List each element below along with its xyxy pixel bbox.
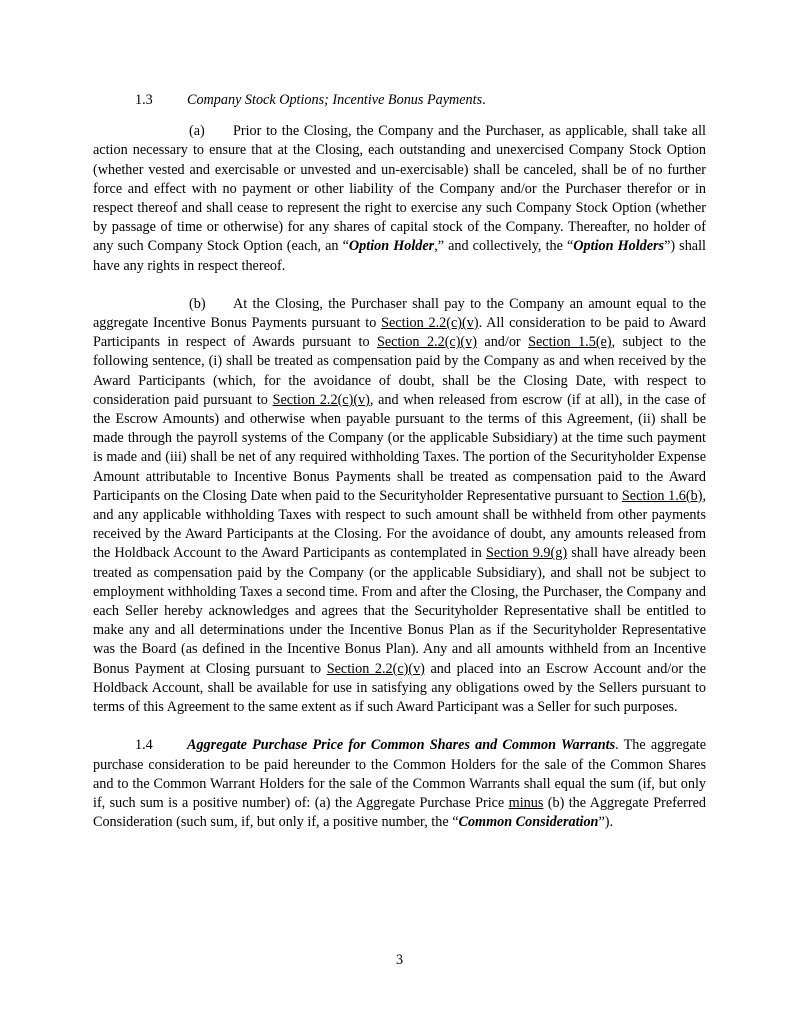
text-run: At the Closing, the Purchaser shall pay to the Company an amount equal to the aggregate Incentive Bonus Payments pursuant to xyxy=(93,295,706,332)
section-1-3-a-paragraph xyxy=(93,122,706,276)
text-run: , and when released from escrow (if at all), in the case of the Escrow Amounts) and otherwise when payable pursuant to the terms of this Agreement, (ii) shall be made through the payroll systems of the Company (or the applicable Subsidiary) at the time such payment is made and (iii) shall be net of any required withholding Taxes. The portion of the Securityholder Expense Amount attributable to Incentive Bonus Payments shall be treated as compensation paid to the Award Participants on the Closing Date when paid to the Securityholder Representative pursuant to xyxy=(93,391,706,504)
document-page xyxy=(93,91,706,832)
text-run: shall have already been treated as compensation paid by the Company (or the applicable Subsidiary), and shall not be subject to employment withholding Taxes a second time. From and after the Closing, the Purchaser, the Company and each Seller hereby acknowledges and agrees that the Securityholder Representative shall be entitled to make any and all determinations under the Incentive Bonus Plan as if the Securityholder Representative was the Board (as defined in the Incentive Bonus Plan). Any and all amounts withheld from an Incentive Bonus Payment at Closing pursuant to xyxy=(93,545,706,677)
text-run: , subject to the following sentence, (i) shall be treated as compensation paid by the Company as and when received by the Award Participants (which, for the avoidance of doubt, shall be the Closing Date, with respect to consideration paid pursuant to xyxy=(93,334,706,408)
section-number: 1.3 xyxy=(135,92,153,108)
section-reference: Section 2.2(c)(v) xyxy=(272,391,370,408)
minus-term: minus xyxy=(508,794,544,811)
text-run: . All consideration to be paid to Award Participants in respect of Awards pursuant to xyxy=(93,315,707,351)
spacer xyxy=(93,276,706,295)
text-run: ”). xyxy=(598,814,614,831)
section-reference: Section 9.9(g) xyxy=(486,545,568,562)
text-run: ”) shall have any rights in respect thereof. xyxy=(93,238,706,274)
section-title-period: . xyxy=(482,92,486,108)
defined-term: Option Holder xyxy=(348,238,435,255)
text-run: ,” and collectively, the “ xyxy=(434,238,574,255)
section-reference: Section 2.2(c)(v) xyxy=(381,315,479,332)
section-number: 1.4 xyxy=(135,737,153,754)
text-run: , and any applicable withholding Taxes with respect to such amount shall be withheld from other payments received by the Award Participants at the Closing. For the avoidance of doubt, any amounts released from the Holdback Account to the Award Participants as contemplated in xyxy=(93,487,706,562)
page-number: 3 xyxy=(395,952,404,968)
text-run: (b) the Aggregate Preferred Consideration (such sum, if, but only if, a positive number, the “ xyxy=(93,794,706,831)
spacer xyxy=(93,110,706,122)
text-run: and/or xyxy=(476,334,529,351)
subsection-label: (a) xyxy=(189,123,205,140)
section-reference: Section 1.5(e) xyxy=(528,334,612,351)
spacer xyxy=(93,717,706,736)
section-1-4-paragraph xyxy=(93,736,706,832)
defined-term: Common Consideration xyxy=(458,814,599,831)
section-1-3-heading xyxy=(93,91,706,110)
text-run: and placed into an Escrow Account and/or the Holdback Account, shall be available for use in satisfying any obligations owed by the Sellers pursuant to terms of this Agreement to the same extent as if such Award Participant was a Seller for such purposes. xyxy=(93,660,706,716)
text-run: Prior to the Closing, the Company and the Purchaser, as applicable, shall take all action necessary to ensure that at the Closing, each outstanding and unexercised Company Stock Option (whether vested and exercisable or unvested and un-exercisable) shall be canceled, shall be of no further force and effect with no payment or other liability of the Company and/or the Purchaser therefor or in respect thereof and shall cease to represent the right to exercise any such Company Stock Option (whether by passage of time or otherwise) for any shares of capital stock of the Company. Thereafter, no holder of any such Company Stock Option (each, an “ xyxy=(93,123,706,255)
subsection-label: (b) xyxy=(189,295,206,312)
section-1-3-b-paragraph xyxy=(93,295,706,717)
defined-term: Option Holders xyxy=(573,238,665,255)
section-reference: Section 2.2(c)(v) xyxy=(376,334,477,351)
section-reference: Section 1.6(b) xyxy=(621,487,703,504)
section-reference: Section 2.2(c)(v) xyxy=(326,660,425,677)
section-title: Company Stock Options; Incentive Bonus Payments xyxy=(187,92,483,108)
text-run: . The aggregate purchase consideration to be paid hereunder to the Common Holders for the sale of the Common Shares and to the Common Warrant Holders for the sale of the Common Warrants shall equal the sum (if, but only if, such sum is a positive number) of: (a) the Aggregate Purchase Price xyxy=(93,737,707,811)
section-title: Aggregate Purchase Price for Common Shares and Common Warrants xyxy=(187,737,616,754)
